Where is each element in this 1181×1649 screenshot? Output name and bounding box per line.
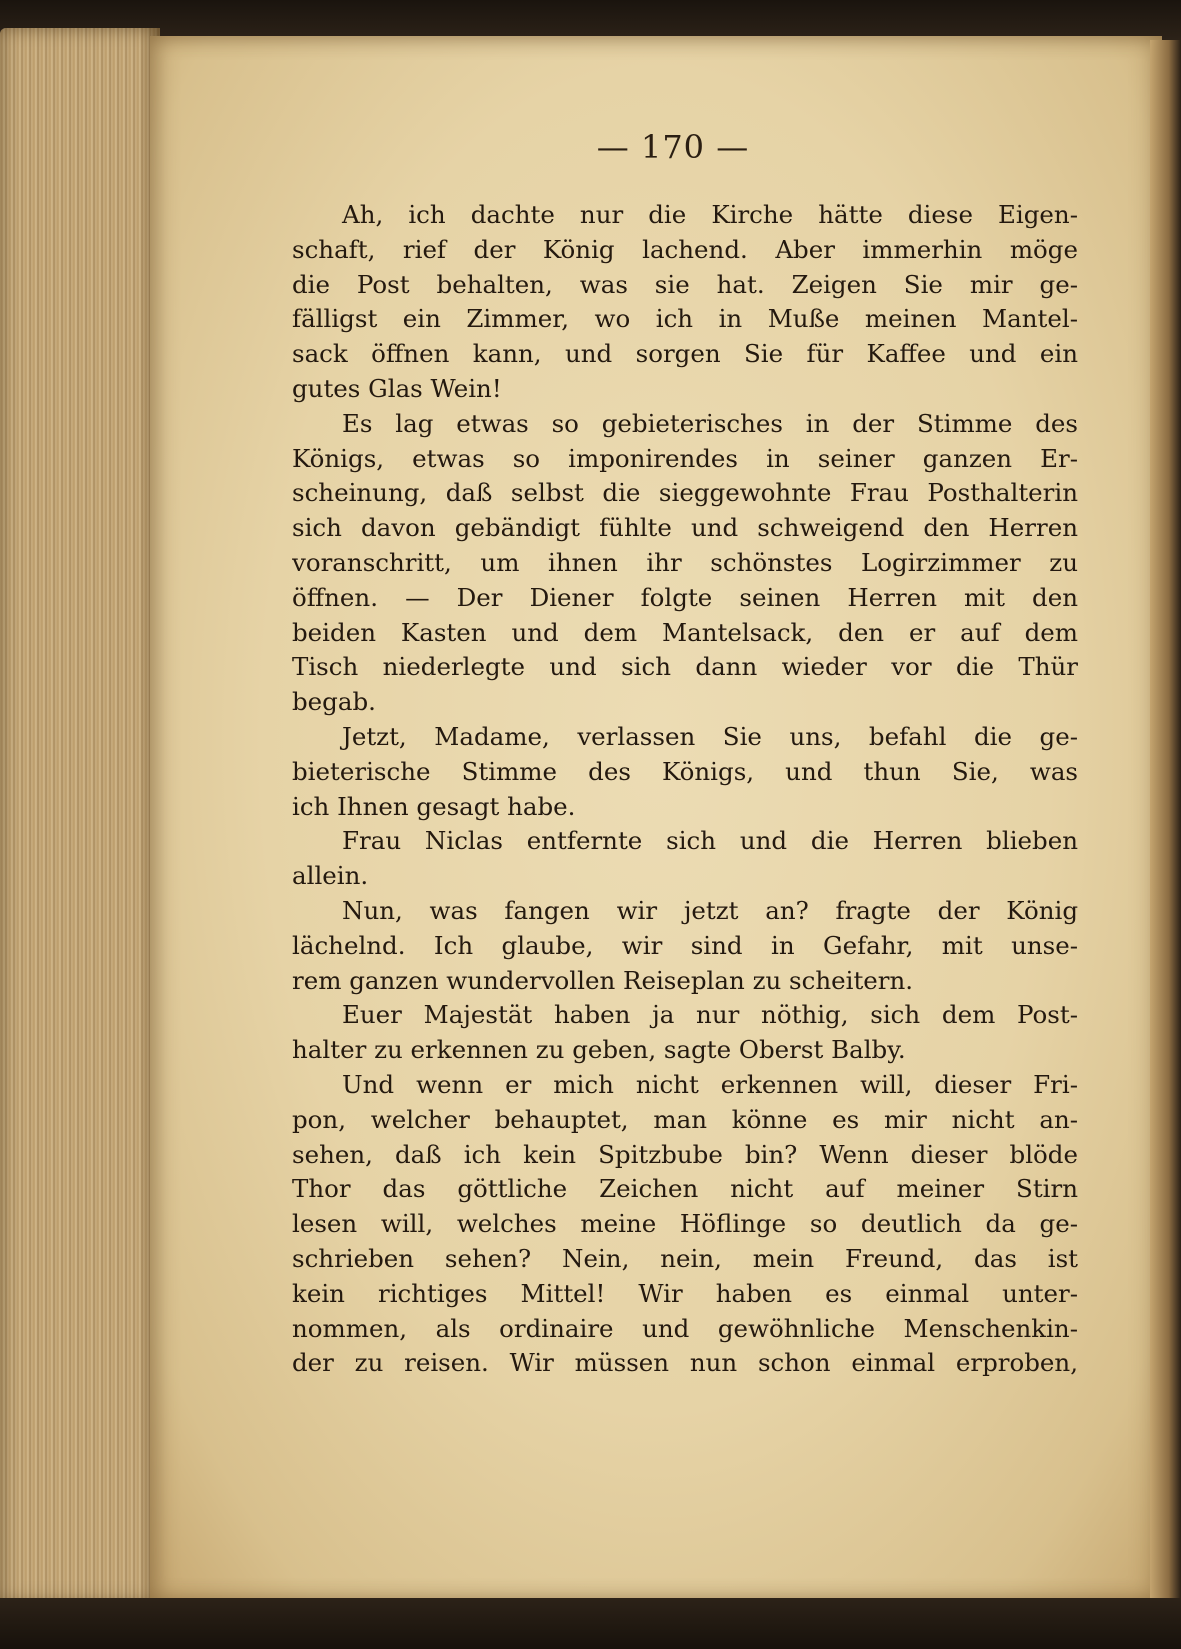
text-line: Thor das göttliche Zeichen nicht auf meiner Stirn xyxy=(292,1174,1078,1204)
page-gutter xyxy=(1150,40,1181,1600)
text-line: Tisch niederlegte und sich dann wieder vor die Thür xyxy=(292,652,1078,682)
text-line: die Post behalten, was sie hat. Zeigen Sie mir ge- xyxy=(292,269,1078,299)
text-line: scheinung, daß selbst die sieggewohnte Frau Posthalterin xyxy=(292,478,1078,508)
text-line: Und wenn er mich nicht erkennen will, dieser Fri- xyxy=(342,1069,1078,1099)
paragraph xyxy=(292,894,1078,998)
book-cover-top xyxy=(0,0,1181,40)
text-line: Nun, was fangen wir jetzt an? fragte der König xyxy=(342,895,1078,925)
text-line: Königs, etwas so imponirendes in seiner ganzen Er- xyxy=(292,443,1078,473)
paragraph xyxy=(292,1068,1078,1381)
book-cover-bottom xyxy=(0,1598,1181,1649)
text-line: allein. xyxy=(292,861,369,891)
text-line: Euer Majestät haben ja nur nöthig, sich dem Post- xyxy=(342,1000,1078,1030)
text-line: pon, welcher behauptet, man könne es mir nicht an- xyxy=(292,1104,1078,1134)
text-line: beiden Kasten und dem Mantelsack, den er auf dem xyxy=(292,617,1078,647)
text-line: rem ganzen wundervollen Reiseplan zu scheitern. xyxy=(292,965,914,995)
text-line: sehen, daß ich kein Spitzbube bin? Wenn dieser blöde xyxy=(292,1139,1078,1169)
text-line: der zu reisen. Wir müssen nun schon einmal erproben, xyxy=(292,1348,1078,1378)
text-line: fälligst ein Zimmer, wo ich in Muße meinen Mantel- xyxy=(292,304,1078,334)
text-line: lächelnd. Ich glaube, wir sind in Gefahr, mit unse- xyxy=(292,930,1078,960)
body-text xyxy=(292,198,1078,1381)
text-line: kein richtiges Mittel! Wir haben es einmal unter- xyxy=(292,1278,1078,1308)
text-line: schrieben sehen? Nein, nein, mein Freund, das ist xyxy=(292,1243,1078,1273)
paragraph xyxy=(292,998,1078,1068)
text-line: bieterische Stimme des Königs, und thun Sie, was xyxy=(292,756,1078,786)
paragraph xyxy=(292,407,1078,720)
text-line: Es lag etwas so gebieterisches in der Stimme des xyxy=(342,408,1078,438)
paragraph xyxy=(292,198,1078,407)
text-line: ich Ihnen gesagt habe. xyxy=(292,791,576,821)
text-line: nommen, als ordinaire und gewöhnliche Menschenkin- xyxy=(292,1313,1078,1343)
text-line: gutes Glas Wein! xyxy=(292,373,502,403)
text-line: Jetzt, Madame, verlassen Sie uns, befahl die ge- xyxy=(342,721,1078,751)
text-line: öffnen. — Der Diener folgte seinen Herren mit den xyxy=(292,582,1078,612)
paragraph xyxy=(292,720,1078,824)
text-line: schaft, rief der König lachend. Aber immerhin möge xyxy=(292,234,1078,264)
page-number: — 170 — xyxy=(596,128,750,166)
text-line: Frau Niclas entfernte sich und die Herren blieben xyxy=(342,826,1078,856)
page-edges xyxy=(0,28,160,1603)
text-line: sich davon gebändigt fühlte und schweigend den Herren xyxy=(292,513,1078,543)
text-line: sack öffnen kann, und sorgen Sie für Kaffee und ein xyxy=(292,339,1078,369)
text-line: begab. xyxy=(292,687,376,717)
text-line: lesen will, welches meine Höflinge so deutlich da ge- xyxy=(292,1209,1078,1239)
paragraph xyxy=(292,824,1078,894)
text-line: voranschritt, um ihnen ihr schönstes Logirzimmer zu xyxy=(292,547,1078,577)
text-line: halter zu erkennen zu geben, sagte Oberst Balby. xyxy=(292,1035,906,1065)
text-line: Ah, ich dachte nur die Kirche hätte diese Eigen- xyxy=(342,200,1078,229)
